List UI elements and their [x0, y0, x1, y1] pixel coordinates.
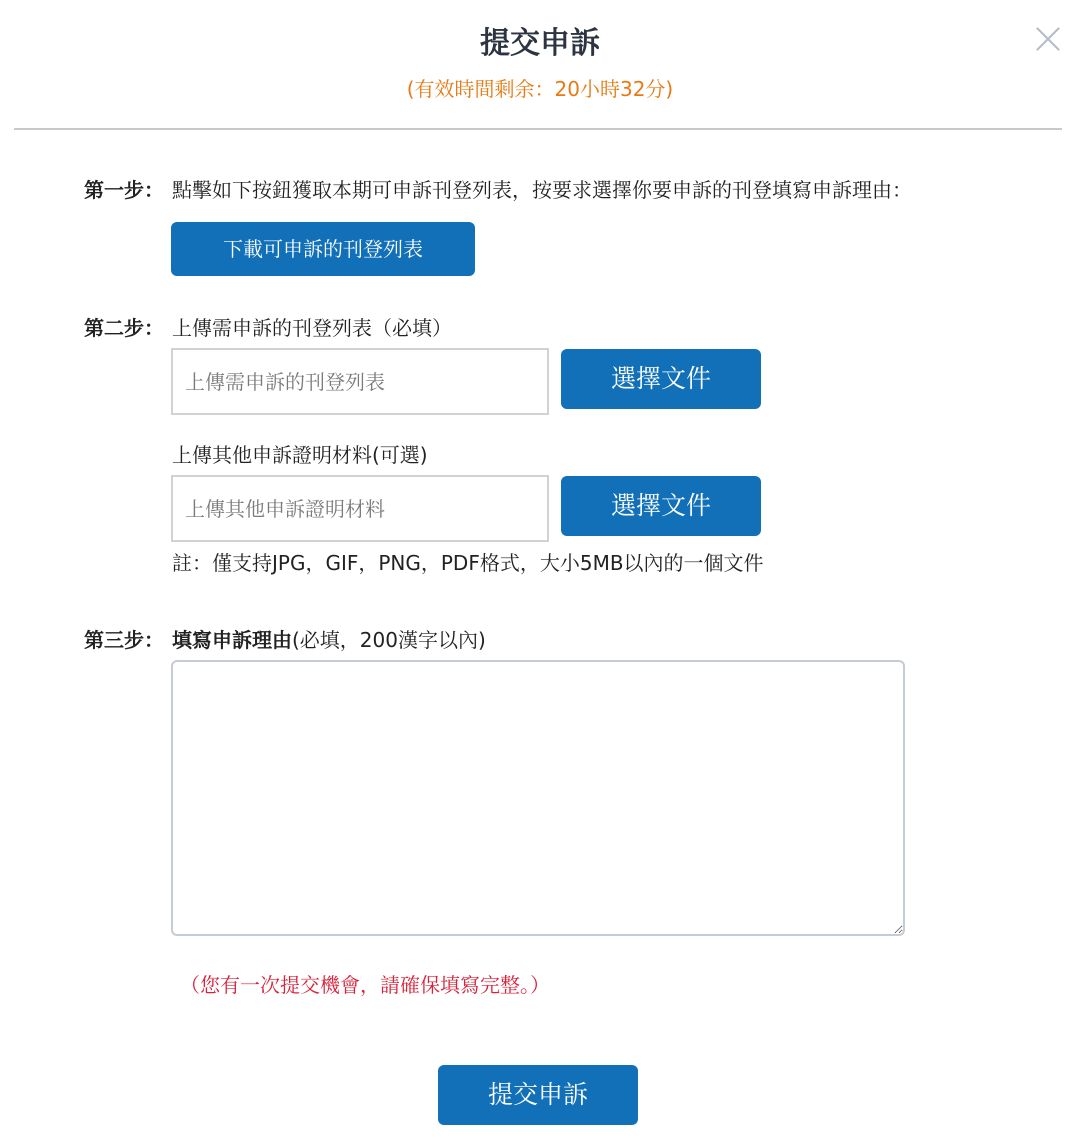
choose-listing-file-button[interactable]: 選擇文件	[561, 349, 761, 409]
listing-file-input[interactable]	[171, 348, 549, 415]
time-remaining: (有效時間剩余：20小時32分)	[406, 77, 674, 101]
step3-text-bold: 填寫申訴理由	[172, 628, 292, 652]
step3-text-hint: (必填，200漢字以內)	[292, 628, 486, 652]
step3-label: 第三步：	[84, 628, 164, 652]
close-icon[interactable]	[1030, 22, 1066, 58]
step2-label: 第二步：	[84, 316, 164, 340]
dialog-title: 提交申訴	[480, 26, 600, 61]
header-divider	[14, 128, 1062, 130]
other-materials-input[interactable]	[171, 475, 549, 542]
reason-textarea[interactable]	[171, 660, 905, 936]
other-materials-heading: 上傳其他申訴證明材料(可選)	[172, 443, 428, 467]
step1-label: 第一步：	[84, 178, 164, 202]
step2-text: 上傳需申訴的刊登列表（必填）	[172, 316, 452, 340]
submit-appeal-button[interactable]: 提交申訴	[438, 1065, 638, 1125]
step3-text	[172, 625, 486, 655]
submit-warning: （您有一次提交機會，請確保填寫完整。）	[180, 973, 550, 997]
step1-text: 點擊如下按鈕獲取本期可申訴刊登列表，按要求選擇你要申訴的刊登填寫申訴理由：	[172, 178, 912, 202]
choose-other-file-button[interactable]: 選擇文件	[561, 476, 761, 536]
file-format-note: 註：僅支持JPG，GIF，PNG，PDF格式，大小5MB以內的一個文件	[172, 551, 764, 575]
download-list-button[interactable]: 下載可申訴的刊登列表	[171, 222, 475, 276]
